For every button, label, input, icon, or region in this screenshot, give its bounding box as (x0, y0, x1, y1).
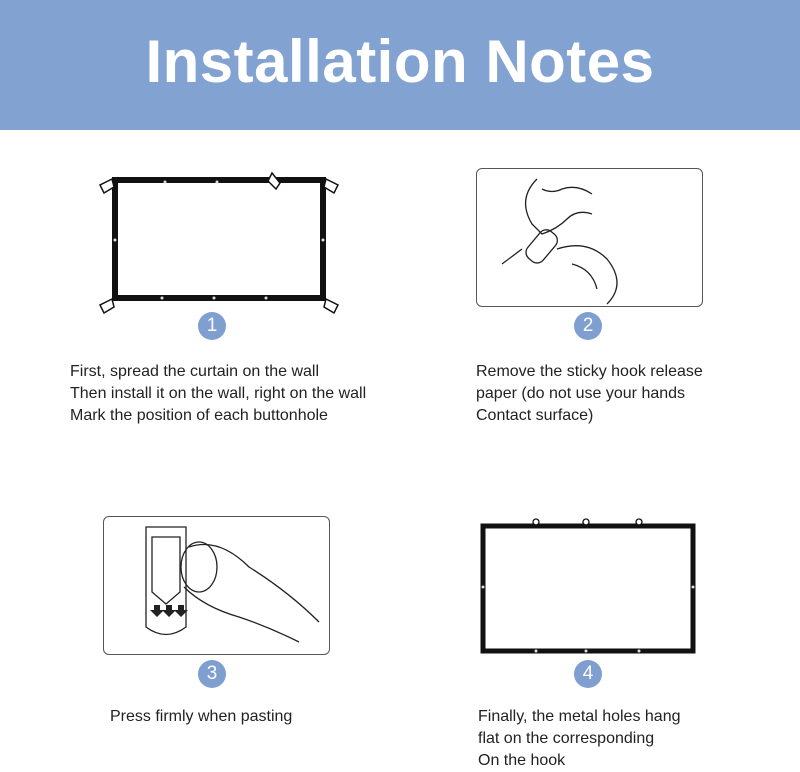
screen-spread-illustration (90, 165, 350, 315)
step-3-line: Press firmly when pasting (110, 708, 293, 725)
step-4-badge: 4 (574, 660, 602, 688)
hand-icon (100, 179, 114, 193)
hand-peeling-icon (477, 169, 702, 306)
step-1-badge: 1 (198, 312, 226, 340)
page-title: Installation Notes (145, 27, 655, 95)
step-4-text (478, 706, 680, 772)
step-2-line: paper (do not use your hands (476, 385, 686, 402)
step-3-text (110, 706, 292, 728)
hand-icon (324, 179, 338, 193)
step-4-line: On the hook (478, 752, 566, 769)
step-4-line: flat on the corresponding (478, 730, 655, 747)
step-1-line: Mark the position of each buttonhole (70, 407, 328, 424)
finger-pressing-hook-icon (104, 517, 329, 654)
press-hook-illustration (103, 516, 330, 655)
arrow-down-icon (150, 605, 188, 617)
step-2-line: Remove the sticky hook release (476, 363, 703, 380)
hand-icon (324, 299, 338, 313)
release-paper-illustration (476, 168, 703, 307)
header-banner (0, 0, 800, 130)
hand-icon (100, 299, 114, 313)
step-1-line: Then install it on the wall, right on the wall (70, 385, 367, 402)
step-4-line: Finally, the metal holes hang (478, 708, 681, 725)
screen-hung-illustration (476, 512, 701, 657)
step-2-badge: 2 (574, 312, 602, 340)
step-1-line: First, spread the curtain on the wall (70, 363, 320, 380)
step-1-text (70, 361, 366, 427)
step-3-badge: 3 (198, 660, 226, 688)
step-2-line: Contact surface) (476, 407, 594, 424)
step-2-text (476, 361, 703, 427)
